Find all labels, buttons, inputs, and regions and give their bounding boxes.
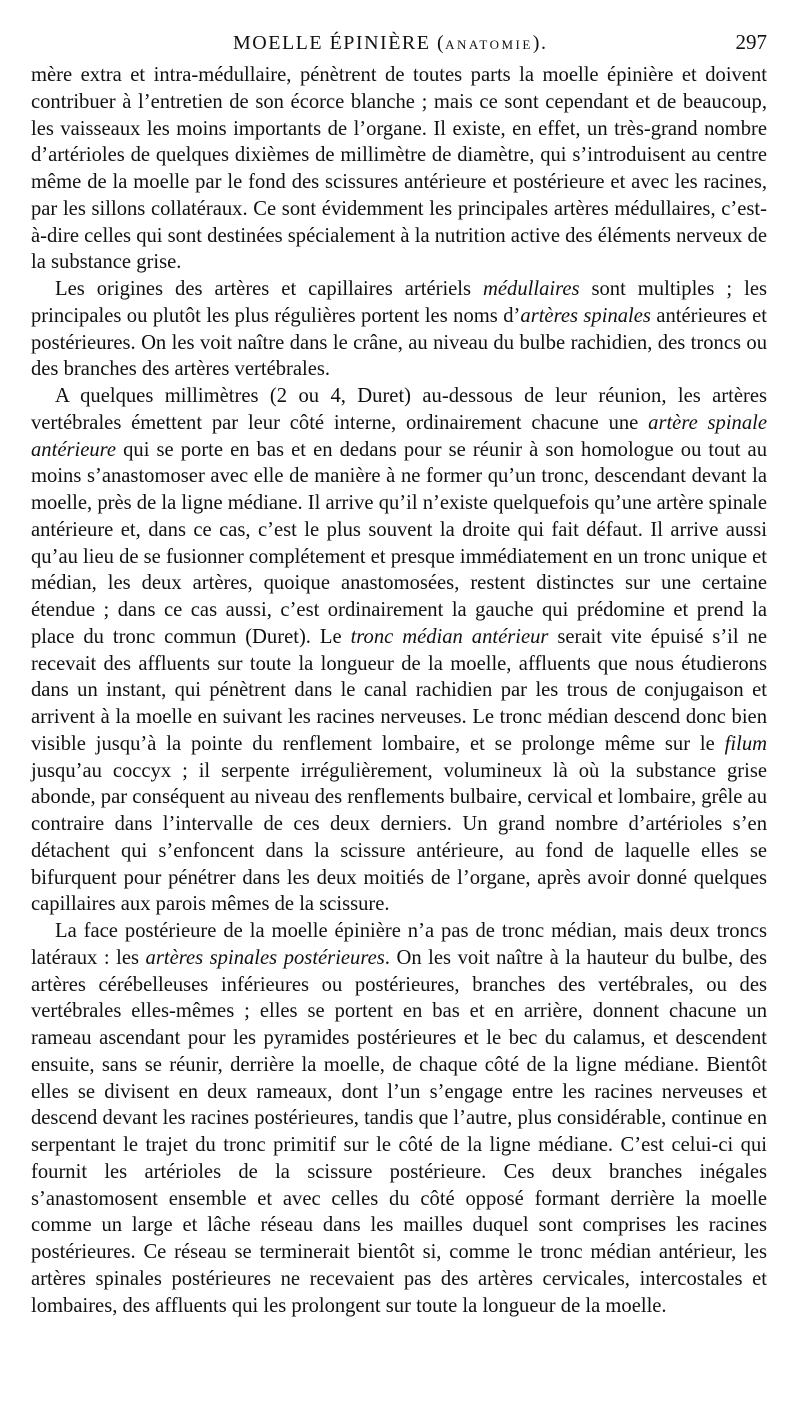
text-run: sont multiples ; les principales ou plutôt les plus régulières portent les noms d’ — [31, 278, 767, 327]
text-run: antérieures et postérieures. On les voit naître dans le crâne, au niveau du bulbe rachidien, des troncs ou des branches des artères vertébrales. — [31, 304, 768, 381]
text-run: mère extra et intra-médullaire, pénètrent de toutes parts la moelle épinière et doivent contribuer à l’entretien de son écorce blanche ; mais ce sont cependant et de beaucoup, les vaisseaux les moins importants de l’organe. Il existe, en effet, un très-grand nombre d’artérioles de quelques dixièmes de millimètre de diamètre, qui s’introduisent au centre même de la moelle par le fond des scissures antérieure et postérieure et avec les racines, par les sillons collatéraux. Ce sont évidemment les principales artères médullaires, c’est-à-dire celles qui sont destinées spécialement à la nutrition active des éléments nerveux de la substance grise. — [31, 64, 767, 274]
text-run: serait vite épuisé s’il ne recevait des affluents sur toute la longueur de la moelle, affluents que nous étudierons dans un instant, qui pénètrent dans le canal rachidien par les trous de conjugaison et arrivent à la moelle en suivant les racines nerveuses. Le tronc médian descend donc bien visible jusqu’à la pointe du renflement lombaire, et se prolonge même sur le — [31, 625, 767, 755]
paragraph — [31, 383, 767, 918]
paragraph — [31, 918, 767, 1319]
running-title-section: ANATOMIE — [445, 37, 533, 52]
text-run: qui se porte en bas et en dedans pour se réunir à son homologue ou tout au moins s’anastomoser avec elle de manière à ne former qu’un tronc, descendant devant la moelle, près de la ligne médiane. Il arrive qu’il n’existe quelquefois qu’une artère spinale antérieure et, dans ce cas, c’est le plus souvent la droite qui fait défaut. Il arrive aussi qu’au lieu de se fusionner complétement et presque immédiatement en un tronc unique et médian, les deux artères, quoique anastomosées, restent distinctes sur une certaine étendue ; dans ce cas aussi, c’est ordinairement la gauche qui prédomine et prend la place du tronc commun (Duret). Le — [31, 438, 767, 648]
text-run: A quelques millimètres (2 ou 4, Duret) au-dessous de leur réunion, les artères vertébrales émettent par leur côté interne, ordinairement chacune une — [31, 385, 767, 434]
running-title-main: MOELLE ÉPINIÈRE ( — [233, 32, 446, 54]
italic-term: filum — [724, 732, 767, 755]
book-page — [31, 22, 767, 1319]
italic-term: artère spinale antérieure — [31, 411, 768, 461]
text-run: La face postérieure de la moelle épinière n’a pas de tronc médian, mais deux troncs latéraux : les — [31, 920, 767, 969]
running-header — [31, 22, 767, 62]
text-run: jusqu’au coccyx ; il serpente irrégulièrement, volumineux là où la substance grise abonde, par conséquent au niveau des renflements bulbaire, cervical et lombaire, grêle au contraire dans l’intervalle de ces deux derniers. Un grand nombre d’artérioles s’en détachent qui s’enfoncent dans la scissure antérieure, au fond de laquelle elles se bifurquent pour pénétrer dans les deux moitiés de l’organe, après avoir donné quelques capillaires aux parois mêmes de la scissure. — [31, 759, 767, 916]
text-run: Les origines des artères et capillaires artériels — [55, 278, 484, 300]
italic-term: médullaires — [483, 278, 580, 300]
italic-term: tronc médian antérieur — [350, 625, 549, 648]
paragraph — [31, 62, 767, 276]
italic-term: artères spinales postérieures — [145, 946, 385, 969]
paragraph — [31, 276, 767, 383]
text-run: . On les voit naître à la hauteur du bulbe, des artères cérébelleuses inférieures ou postérieures, branches des vertébrales, ou des vertébrales elles-mêmes ; elles se portent en bas et en arrière, donnent chacune un rameau ascendant pour les pyramides postérieures et le bec du calamus, et descendent ensuite, sans se réunir, derrière la moelle, de chaque côté de la ligne médiane. Bientôt elles se divisent en deux rameaux, dont l’un s’engage entre les racines nerveuses et descend devant les racines postérieures, tandis que l’autre, plus considérable, continue en serpentant le trajet du tronc primitif sur le côté de la ligne médiane. C’est celui-ci qui fournit les artérioles de la scissure postérieure. Ces deux branches inégales s’anastomosent ensemble et avec celles du côté opposé formant derrière la moelle comme un large et lâche réseau dans les mailles duquel sont comprises les racines postérieures. Ce réseau se terminerait bientôt si, comme le tronc médian antérieur, les artères spinales postérieures ne recevaient pas des artères cervicales, intercostales et lombaires, des affluents qui les prolongent sur toute la longueur de la moelle. — [31, 946, 767, 1317]
italic-term: artères spinales — [520, 304, 651, 327]
running-title — [233, 32, 547, 55]
page-number: 297 — [735, 30, 767, 54]
running-title-close: ). — [532, 32, 548, 54]
body-text — [31, 62, 767, 1319]
